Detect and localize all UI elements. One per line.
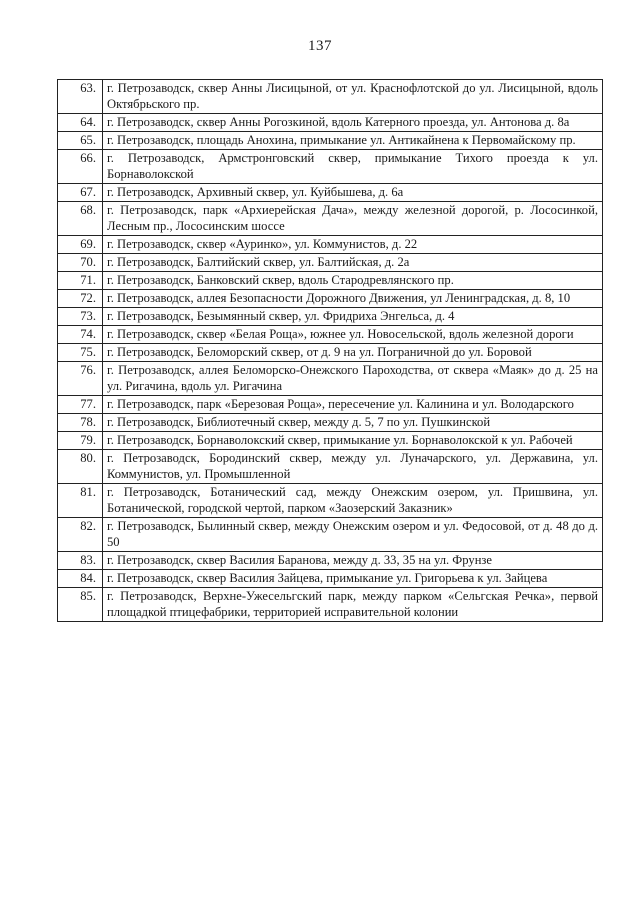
table-row bbox=[58, 432, 603, 450]
row-description: г. Петрозаводск, сквер Анны Лисицыной, от ул. Краснофлотской до ул. Лисицыной, вдоль Октябрьского пр. bbox=[103, 80, 603, 114]
row-description: г. Петрозаводск, Балтийский сквер, ул. Балтийская, д. 2а bbox=[103, 254, 603, 272]
table-row bbox=[58, 344, 603, 362]
row-number: 80. bbox=[58, 450, 103, 484]
row-description: г. Петрозаводск, Безымянный сквер, ул. Фридриха Энгельса, д. 4 bbox=[103, 308, 603, 326]
row-number: 84. bbox=[58, 570, 103, 588]
table-row bbox=[58, 396, 603, 414]
row-description: г. Петрозаводск, Армстронговский сквер, примыкание Тихого проезда к ул. Борнаволокской bbox=[103, 150, 603, 184]
row-number: 68. bbox=[58, 202, 103, 236]
table-row bbox=[58, 184, 603, 202]
row-description: г. Петрозаводск, Беломорский сквер, от д. 9 на ул. Пограничной до ул. Боровой bbox=[103, 344, 603, 362]
row-number: 69. bbox=[58, 236, 103, 254]
table-row bbox=[58, 326, 603, 344]
table-body bbox=[58, 80, 603, 622]
row-number: 71. bbox=[58, 272, 103, 290]
row-description: г. Петрозаводск, Верхне-Ужесельгский парк, между парком «Сельгская Речка», первой площадкой птицефабрики, территорией исправительной колонии bbox=[103, 588, 603, 622]
table-row bbox=[58, 484, 603, 518]
table-row bbox=[58, 518, 603, 552]
table-row bbox=[58, 588, 603, 622]
table-row bbox=[58, 272, 603, 290]
table-row bbox=[58, 570, 603, 588]
row-description: г. Петрозаводск, парк «Архиерейская Дача», между железной дорогой, р. Лососинкой, Лесным пр., Лососинским шоссе bbox=[103, 202, 603, 236]
table-row bbox=[58, 80, 603, 114]
table-row bbox=[58, 254, 603, 272]
table-row bbox=[58, 150, 603, 184]
row-description: г. Петрозаводск, сквер «Белая Роща», южнее ул. Новосельской, вдоль железной дороги bbox=[103, 326, 603, 344]
row-description: г. Петрозаводск, Былинный сквер, между Онежским озером и ул. Федосовой, от д. 48 до д. 50 bbox=[103, 518, 603, 552]
row-description: г. Петрозаводск, парк «Березовая Роща», пересечение ул. Калинина и ул. Володарского bbox=[103, 396, 603, 414]
table-row bbox=[58, 362, 603, 396]
table-row bbox=[58, 202, 603, 236]
row-description: г. Петрозаводск, сквер Анны Рогозкиной, вдоль Катерного проезда, ул. Антонова д. 8а bbox=[103, 114, 603, 132]
row-number: 75. bbox=[58, 344, 103, 362]
row-number: 63. bbox=[58, 80, 103, 114]
row-number: 72. bbox=[58, 290, 103, 308]
table-row bbox=[58, 552, 603, 570]
row-number: 78. bbox=[58, 414, 103, 432]
row-number: 67. bbox=[58, 184, 103, 202]
row-description: г. Петрозаводск, аллея Беломорско-Онежского Пароходства, от сквера «Маяк» до д. 25 на ул. Ригачина, вдоль ул. Ригачина bbox=[103, 362, 603, 396]
row-description: г. Петрозаводск, Борнаволокский сквер, примыкание ул. Борнаволокской к ул. Рабочей bbox=[103, 432, 603, 450]
row-number: 81. bbox=[58, 484, 103, 518]
page-number: 137 bbox=[308, 38, 332, 54]
row-number: 83. bbox=[58, 552, 103, 570]
row-number: 76. bbox=[58, 362, 103, 396]
table-row bbox=[58, 450, 603, 484]
row-number: 66. bbox=[58, 150, 103, 184]
row-number: 70. bbox=[58, 254, 103, 272]
row-description: г. Петрозаводск, Библиотечный сквер, между д. 5, 7 по ул. Пушкинской bbox=[103, 414, 603, 432]
table-row bbox=[58, 132, 603, 150]
row-description: г. Петрозаводск, площадь Анохина, примыкание ул. Антикайнена к Первомайскому пр. bbox=[103, 132, 603, 150]
table-row bbox=[58, 114, 603, 132]
row-description: г. Петрозаводск, сквер «Ауринко», ул. Коммунистов, д. 22 bbox=[103, 236, 603, 254]
row-description: г. Петрозаводск, Архивный сквер, ул. Куйбышева, д. 6а bbox=[103, 184, 603, 202]
table-row bbox=[58, 236, 603, 254]
row-description: г. Петрозаводск, сквер Василия Баранова, между д. 33, 35 на ул. Фрунзе bbox=[103, 552, 603, 570]
table-row bbox=[58, 290, 603, 308]
row-number: 73. bbox=[58, 308, 103, 326]
parks-table bbox=[57, 79, 603, 622]
row-number: 77. bbox=[58, 396, 103, 414]
row-description: г. Петрозаводск, Бородинский сквер, между ул. Луначарского, ул. Державина, ул. Коммунистов, ул. Промышленной bbox=[103, 450, 603, 484]
row-number: 82. bbox=[58, 518, 103, 552]
row-number: 65. bbox=[58, 132, 103, 150]
row-number: 74. bbox=[58, 326, 103, 344]
row-description: г. Петрозаводск, Банковский сквер, вдоль Стародревлянского пр. bbox=[103, 272, 603, 290]
row-description: г. Петрозаводск, Ботанический сад, между Онежским озером, ул. Пришвина, ул. Ботанической, городской чертой, парком «Заозерский Заказник» bbox=[103, 484, 603, 518]
table-row bbox=[58, 308, 603, 326]
row-description: г. Петрозаводск, аллея Безопасности Дорожного Движения, ул Ленинградская, д. 8, 10 bbox=[103, 290, 603, 308]
row-description: г. Петрозаводск, сквер Василия Зайцева, примыкание ул. Григорьева к ул. Зайцева bbox=[103, 570, 603, 588]
table-row bbox=[58, 414, 603, 432]
row-number: 79. bbox=[58, 432, 103, 450]
row-number: 64. bbox=[58, 114, 103, 132]
row-number: 85. bbox=[58, 588, 103, 622]
